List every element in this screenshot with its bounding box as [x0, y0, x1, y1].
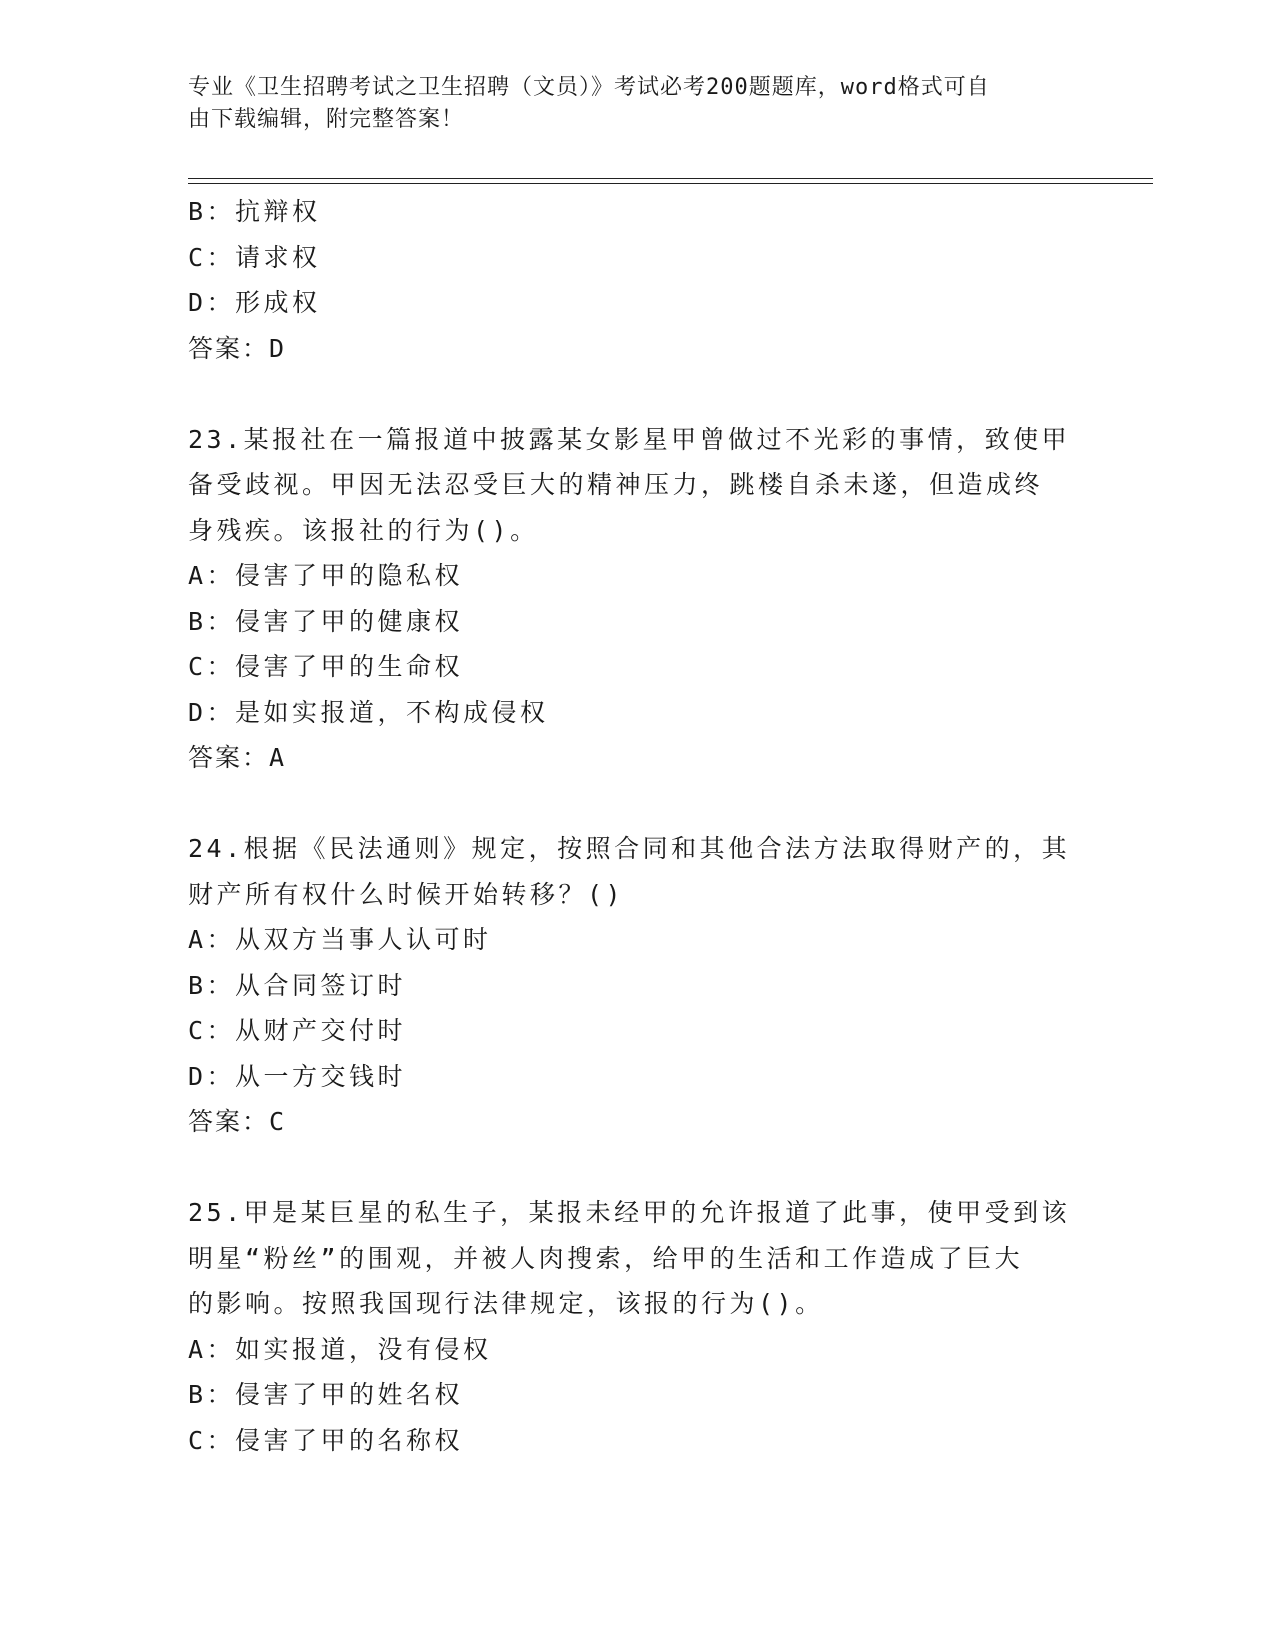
answer: 答案：D — [188, 333, 287, 363]
answer: 答案：C — [188, 1107, 287, 1136]
question-stem-line: 23.某报社在一篇报道中披露某女影星甲曾做过不光彩的事情，致使甲 — [188, 424, 1071, 454]
option-c: C：从财产交付时 — [188, 1016, 407, 1045]
question-stem-line: 财产所有权什么时候开始转移？() — [188, 879, 625, 909]
page-header — [188, 72, 1068, 136]
question-stem-line: 24.根据《民法通则》规定，按照合同和其他合法方法取得财产的，其 — [188, 834, 1071, 863]
option-b: B：从合同签订时 — [188, 970, 407, 1000]
answer: 答案：A — [188, 743, 287, 772]
question-24 — [188, 826, 1088, 1145]
option-c: C：请求权 — [188, 242, 321, 272]
question-stem-line: 的影响。按照我国现行法律规定，该报的行为()。 — [188, 1289, 824, 1318]
question-stem-line: 备受歧视。甲因无法忍受巨大的精神压力，跳楼自杀未遂，但造成终 — [188, 470, 1044, 499]
header-rule-top — [188, 178, 1153, 179]
spacer — [188, 371, 1088, 417]
question-stem-line: 身残疾。该报社的行为()。 — [188, 515, 539, 545]
spacer — [188, 781, 1088, 827]
option-a: A：如实报道，没有侵权 — [188, 1334, 492, 1364]
option-b: B：侵害了甲的姓名权 — [188, 1380, 464, 1409]
header-line-1: 专业《卫生招聘考试之卫生招聘（文员）》考试必考200题题库，word格式可自 — [188, 75, 990, 100]
option-d: D：从一方交钱时 — [188, 1061, 407, 1091]
option-b: B：侵害了甲的健康权 — [188, 606, 464, 636]
option-c: C：侵害了甲的生命权 — [188, 652, 464, 681]
question-23 — [188, 417, 1088, 781]
option-a: A：侵害了甲的隐私权 — [188, 561, 464, 590]
option-c: C：侵害了甲的名称权 — [188, 1425, 464, 1455]
option-d: D：是如实报道，不构成侵权 — [188, 697, 549, 727]
question-content — [188, 189, 1088, 1463]
question-stem-line: 25.甲是某巨星的私生子，某报未经甲的允许报道了此事，使甲受到该 — [188, 1198, 1071, 1227]
question-25 — [188, 1190, 1088, 1463]
header-rule-bottom — [188, 183, 1153, 184]
option-d: D：形成权 — [188, 288, 321, 317]
question-22-tail — [188, 189, 1088, 371]
option-a: A：从双方当事人认可时 — [188, 925, 492, 954]
header-line-2: 由下载编辑，附完整答案！ — [188, 107, 465, 132]
spacer — [188, 1145, 1088, 1191]
question-stem-line: 明星“粉丝”的围观，并被人肉搜索，给甲的生活和工作造成了巨大 — [188, 1243, 1024, 1273]
option-b: B：抗辩权 — [188, 197, 321, 226]
